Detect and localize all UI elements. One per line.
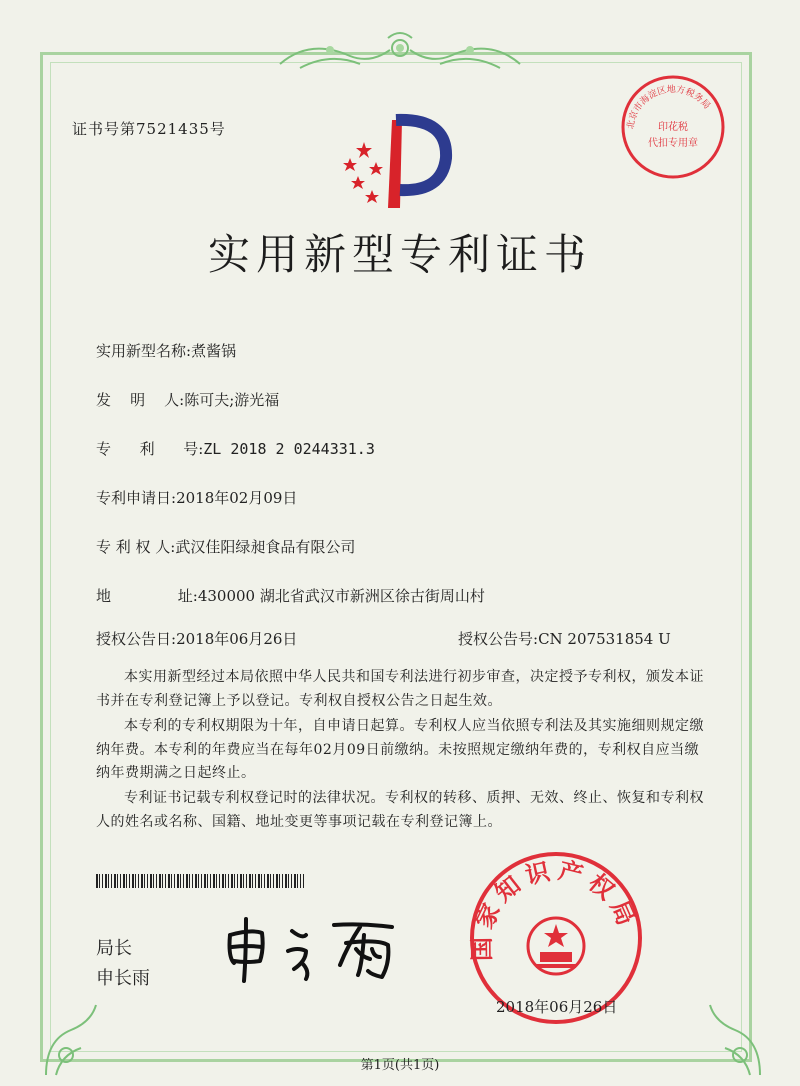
field-value: 2018年06月26日 [176, 630, 298, 648]
field-label: 授权公告日: [96, 630, 177, 648]
field-patent-holder [96, 536, 355, 557]
field-value: 2018年02月09日 [176, 489, 298, 507]
certificate-number: 证书号第7521435号 [72, 120, 226, 138]
tax-seal-outer-text: 北京市海淀区地方税务局 [625, 84, 712, 130]
sipo-logo-icon [330, 112, 460, 212]
field-patent-number [96, 438, 375, 459]
field-inventor [96, 389, 279, 410]
field-value: 武汉佳阳绿昶食品有限公司 [175, 538, 356, 556]
field-label: 发 明 人: [96, 391, 185, 409]
body-paragraph-3: 专利证书记载专利权登记时的法律状况。专利权的转移、质押、无效、终止、恢复和专利权人的姓名或名称、国籍、地址变更等事项记载在专利登记簿上。 [96, 790, 704, 830]
barcode [96, 874, 304, 888]
field-label: 地 址: [96, 587, 198, 605]
director-signature-icon [222, 905, 412, 985]
tax-stamp-seal-icon [618, 72, 728, 182]
field-label: 授权公告号: [458, 630, 539, 648]
seal-date: 2018年06月26日 [496, 998, 618, 1016]
field-filing-date [96, 487, 297, 508]
top-ornament-icon [270, 28, 530, 76]
field-address [96, 585, 485, 606]
field-value: 煮酱锅 [191, 342, 237, 360]
field-utility-model-name [96, 340, 236, 361]
tax-seal-line1: 印花税 [658, 122, 688, 133]
seal-arc-text: 国家知识产权局 [467, 856, 643, 962]
certificate-title: 实用新型专利证书 [207, 230, 592, 279]
page-footer: 第1页(共1页) [360, 1058, 440, 1073]
body-paragraph-2: 本专利的专利权期限为十年，自申请日起算。专利权人应当依照专利法及其实施细则规定缴纳年费。本专利的年费应当在每年02月09日前缴纳。未按照规定缴纳年费的，专利权自应当缴纳年费期满之日起终止。 [96, 718, 704, 781]
svg-text:国家知识产权局 [468, 856, 643, 961]
field-value: CN 207531854 U [538, 630, 671, 648]
director-name: 申长雨 [96, 968, 150, 989]
field-label: 专 利 号: [96, 440, 204, 458]
field-label: 实用新型名称: [96, 342, 192, 360]
field-label: 专 利 权 人: [96, 538, 176, 556]
director-title: 局长 [96, 938, 132, 959]
field-publication-number [458, 628, 671, 649]
field-label: 专利申请日: [96, 489, 177, 507]
body-paragraph-1: 本实用新型经过本局依照中华人民共和国专利法进行初步审查，决定授予专利权，颁发本证书并在专利登记簿上予以登记。专利权自授权公告之日起生效。 [96, 669, 704, 709]
field-publication-date [96, 628, 297, 649]
tax-seal-line2: 代扣专用章 [648, 138, 698, 149]
field-value: ZL 2018 2 0244331.3 [203, 440, 375, 458]
field-value: 430000 湖北省武汉市新洲区徐古街周山村 [197, 587, 485, 605]
field-value: 陈可夫;游光福 [184, 391, 280, 409]
